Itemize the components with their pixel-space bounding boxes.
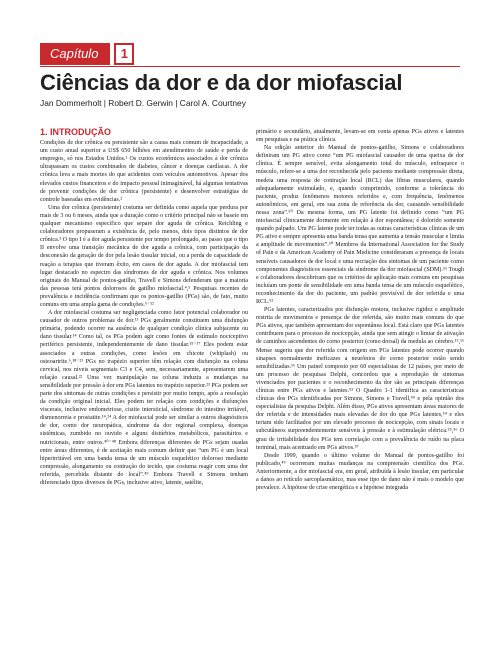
left-column xyxy=(40,128,248,487)
section-heading: 1. INTRODUÇÃO xyxy=(40,127,112,137)
paragraph: A dor miofascial costuma ser negligenciada como fator potencial colaborador ou causador de outros problemas de dor.¹³ PGs geralmente constituem uma disfunção primária, podendo ocorrer na ausência de qualquer condição clínica subjacente ou dano tissular.¹⁴ Como tal, os PGs podem agir como fontes de estímulo nociceptivo periférico persistente, independentemente de dano tissular.¹⁵⁻¹⁷ Eles podem estar associados a outras condições, como lesões em chicote (whiplash) ou osteoartrite.⁶,¹⁸⁻²¹ PGs no trapézio superior têm relação com disfunção na coluna cervical, nos níveis segmentais C3 e C4, sem, necessariamente, apresentarem uma relação causal.²² Uma vez manipulação na coluna induziu a mudanças na sensibilidade por pressão à dor em PGs latentes no trapézio superior.²³ PGs podem ser parte dos sintomas de outras condições e persistir por muito tempo, após a resolução da condição original inicial. Eles podem ter relação com condições e disfunções viscerais, inclusive endometriose, cistite intersticial, síndrome do intestino irritável, dismenorreia e prostatite.¹⁴,²⁴ A dor miofascial pode ser similar a outros diagnósticos de dor, como dor neuropática, síndrome da dor regional complexa, doenças sistêmicas, zumbido no ouvido e alguns distúrbios metabólicos, parasitários e nutricionais, entre outros.⁴⁰⁻⁴⁸ Embora diferenças diferentes de PGs sejam usadas entre áreas diferentes, é de aceitação mais comum definir que “um PG é um local hiperirritável em uma banda tensa de um músculo esquelético doloroso mediante compressão, alongamento ou contração do tecido, que costuma reagir com uma dor referida, percebida distante do local”.⁴⁹ Embora Travell e Simons tenham diferenciado tipos diversos de PGs, inclusive ativo, latente, satélite, xyxy=(40,310,248,487)
chapter-number: 1 xyxy=(114,43,134,65)
paragraph: Condições de dor crônica ou persistente são a causa mais comum de incapacidade, a um custo anual superior a US$ 650 bilhões em atendimentos de saúde e perda de empregos, só nos Estados Unidos.¹ Os custos econômicos associados à dor crônica ultrapassam os custos combinados de diabetes, câncer e doenças cardíacas. A dor crônica leva a mais mortes do que acidentes com veículos automotivos. Apesar dos elevados custos financeiros e do impacto pessoal inimaginável, há algumas tentativas de prevenir condições de dor crônica (persistente) e desenvolver estratégias de controle baseadas em evidências.² xyxy=(40,140,248,203)
chapter-rule xyxy=(40,66,460,67)
page-title: Ciências da dor e da dor miofascial xyxy=(40,70,403,95)
right-column xyxy=(256,128,464,492)
chapter-bar xyxy=(40,43,134,65)
paragraph: PGs latentes, caracterizados por disfunção motora, inclusive rigidez e amplitude restrita de movimentos e presença de dor referida, são muito mais comuns do que PGs ativos, que também apresentam dor espontânea local. Está claro que PGs latentes contribuem para o processo de nocicepção, ainda que sem atingir o limiar de ativação de caminhos ascendentes do corno posterior (como dorsal) da medula ao cérebro.¹⁵,¹⁶ Mense sugeriu que dor referida com origem em PGs latentes pode ocorrer quando sinapses normalmente ineficazes a neurônios do corno posterior estão sendo sensibilizadas.¹⁶ Um painel composto por 60 especialistas de 12 países, por meio de um processo de pesquisas Delphi, concordou que a reprodução de sintomas vivenciados por pacientes e o reconhecimento da dor são as principais diferenças clínicas entre PGs ativos e latentes.⁵³ O Quadro 1-1 identifica as características clínicas dos PGs identificadas por Simons, Simons e Travell,⁴⁹ e pela opinião dos especialistas da pesquisa Delphi. Além disso, PGs ativos apresentam áreas maiores de dor referida e de intensidades mais elevadas de dor do que PGs latentes,⁵⁴ e eles teriam sido facilitados por um elevado processo de nocicepção, com sinais locais e subcutâneos surpreendentemente sensíveis à pressão e à estimulação elétrica.⁵⁵,⁵⁶ O grau de irritabilidade dos PGs tem correlação com a prevalência de ruído na placa terminal, mais acentuado em PGs ativos.⁵⁷ xyxy=(256,307,464,451)
paragraph: Uma dor crônica (persistente) costuma ser definida como aquela que perdura por mais de 3 ou 6 meses, ainda que a duração como o critério principal não se baseie em qualquer mecanismo específico que separe dor aguda de crônica. Reichling e colaboradores propuseram a existência de, pelo menos, dois tipos distintos de dor crônica.³ O tipo I é a dor aguda persistente por tempo prolongado, ao passo que o tipo II envolve uma transição mecânica de dor aguda a crônica, com participação da desconexão da geração de dor pela lesão tissular inicial, ou a perda de capacidade de reação a terapias que tiveram êxito, em casos de dor aguda. A dor miofascial tem lugar destacado no espectro das síndromes de dor aguda e crônica. Nos volumes originais do Manual de pontos-gatilho, Travell e Simons defenderam que a maioria das pessoas terá pontos dolorosos de gatilho miofascial.⁴,⁵ Pesquisas recentes de prevalência e incidência confirmam que os pontos-gatilho (PGs) são, de fato, muito comuns em uma ampla gama de condições.⁶⁻¹² xyxy=(40,204,248,308)
authors-line: Jan Dommerholt | Robert D. Gerwin | Carol A. Courtney xyxy=(40,98,246,108)
paragraph: Desde 1999, quando o último volume do Manual de pontos-gatilho foi publicado,⁴⁹ ocorreram muitas mudanças na compreensão científica dos PGs. Anteriormente, a dor miofascial era, em geral, atribuída à lesão tissular, em particular a danos ao retículo sarcoplasmático, mas esse tipo de dano não é mais o modelo que prevalece. A hipótese de crise energética e a hipótese integrada xyxy=(256,452,464,492)
header-band xyxy=(0,0,489,38)
paragraph: Na edição anterior do Manual de pontos-gatilho, Simons e colaboradores definiram um PG ativo como “um PG miofascial causador de uma queixa de dor clínica. É sempre sensível, evita alongamento total do músculo, enfraquece o músculo, refere-se a uma dor reconhecida pelo paciente mediante compressão direta, medeia uma resposta de contração local (RCL) das fibras musculares, quando adequadamente estimulado, e, quando comprimido, conforme a tolerância do paciente, produz fenômenos motores referidos e, com frequência, fenômenos autonômicos, em geral, em sua zona de referência da dor, causando sensibilidade nessa zona”.⁵⁰ Da mesma forma, um PG latente foi definido como “um PG miofascial clinicamente dormente em relação à dor espontânea; é dolorido somente quando palpado. Um PG latente pode ter todas as outras características clínicas de um PG ativo e sempre apresenta uma banda tensa que aumenta a tensão muscular e limita a amplitude de movimentos”.⁵⁰ Membros da International Association for the Study of Pain e da American Academy of Pain Medicine consideraram a presença de locais sensíveis causadores de dor local e uma recriação dos sintomas de um paciente como componentes diagnósticos essenciais da síndrome da dor miofascial (SDM).⁵¹ Tough e colaboradores descobriram que os critérios de aplicação mais comuns em pesquisas incluíam um ponte de sensibilidade em uma banda tensa de um músculo esquelético, reconhecimento da dor do paciente, um padrão previsível de dor referida e uma RCL.⁵² xyxy=(256,145,464,305)
chapter-label: Capítulo xyxy=(40,43,110,65)
paragraph: primário e secundário, atualmente, levam-se em conta apenas PGs ativos e latentes em pesquisas e na prática clínica. xyxy=(256,129,464,144)
